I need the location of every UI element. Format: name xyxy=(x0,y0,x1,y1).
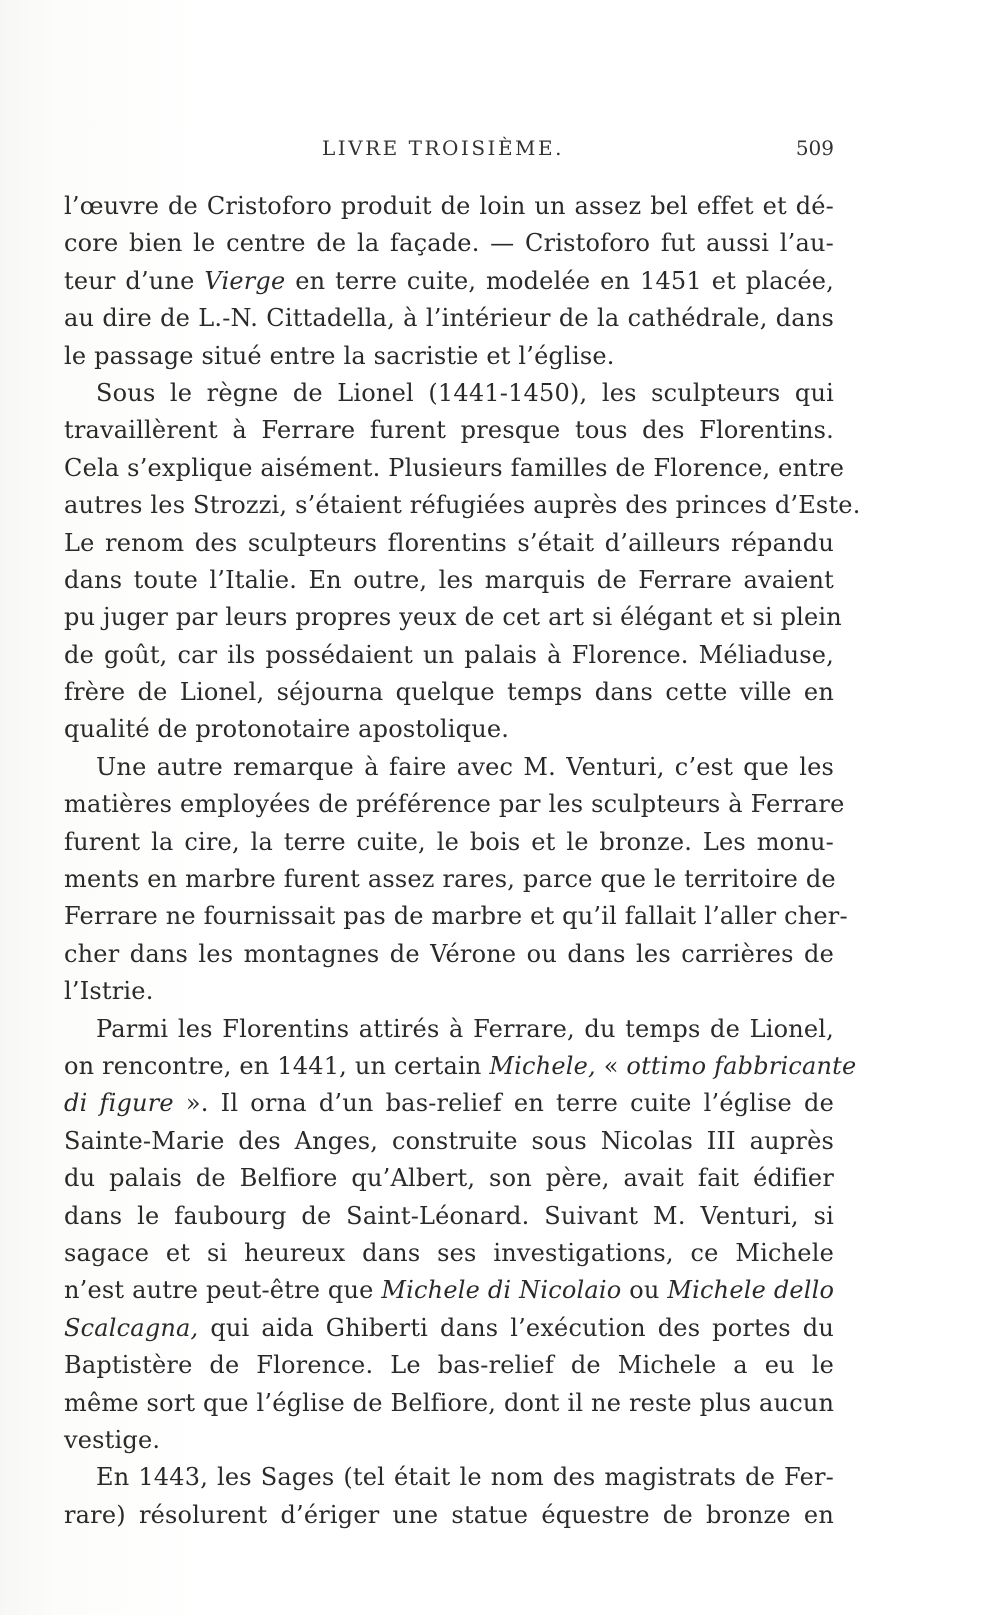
text-line xyxy=(64,263,834,300)
text-run: le passage situé entre la sacristie et l’église. xyxy=(64,341,615,370)
text-run: n’est autre peut-être que xyxy=(64,1276,382,1305)
text-run: ments en marbre furent assez rares, parce que le territoire de xyxy=(64,865,836,894)
text-run: furent la cire, la terre cuite, le bois et le bronze. Les monu- xyxy=(64,827,834,856)
text-line xyxy=(64,898,848,935)
text-line xyxy=(64,412,834,449)
text-run: qui aida Ghiberti dans l’exécution des portes du xyxy=(198,1313,834,1342)
text-line xyxy=(64,1123,834,1160)
italic-text-run: Michele dello xyxy=(667,1276,835,1305)
text-line xyxy=(64,1497,834,1534)
text-run: cher dans les montagnes de Vérone ou dans les carrières de xyxy=(64,939,834,968)
text-line xyxy=(64,338,834,375)
text-run: Sous le règne de Lionel (1441-1450), les sculpteurs qui xyxy=(96,378,834,407)
text-run: du palais de Belfiore qu’Albert, son père, avait fait édifier xyxy=(64,1164,834,1193)
text-run: on rencontre, en 1441, un certain xyxy=(64,1051,490,1080)
text-line xyxy=(64,1422,834,1459)
text-run: Cela s’explique aisément. Plusieurs familles de Florence, entre xyxy=(64,453,845,482)
text-line xyxy=(64,1459,834,1496)
italic-text-run: di figure xyxy=(64,1089,174,1118)
text-line xyxy=(64,1235,834,1272)
text-run: l’œuvre de Cristoforo produit de loin un assez bel effet et dé- xyxy=(64,192,834,220)
text-line xyxy=(64,225,834,262)
text-run: Baptistère de Florence. Le bas-relief de Michele a eu le xyxy=(64,1351,834,1380)
text-line xyxy=(64,711,834,748)
running-head: LIVRE TROISIÈME. xyxy=(322,136,564,160)
italic-text-run: Scalcagna, xyxy=(64,1313,199,1342)
text-line xyxy=(64,188,834,225)
text-run: ou xyxy=(621,1276,668,1305)
text-run: Une autre remarque à faire avec M. Venturi, c’est que les xyxy=(96,752,834,781)
text-line xyxy=(64,1160,834,1197)
text-run: pu juger par leurs propres yeux de cet art si élégant et si plein xyxy=(64,603,842,632)
italic-text-run: Vierge xyxy=(204,266,286,295)
italic-text-run: ottimo fabbricante xyxy=(626,1051,857,1080)
page-header xyxy=(64,136,834,172)
text-run: travaillèrent à Ferrare furent presque tous des Florentins. xyxy=(64,416,834,445)
body-text xyxy=(64,188,861,1534)
text-run: dans toute l’Italie. En outre, les marquis de Ferrare avaient xyxy=(64,565,834,594)
text-line xyxy=(64,300,834,337)
text-run: core bien le centre de la façade. — Cristoforo fut aussi l’au- xyxy=(64,229,834,258)
text-run: Parmi les Florentins attirés à Ferrare, du temps de Lionel, xyxy=(96,1014,834,1043)
text-run: Le renom des sculpteurs florentins s’était d’ailleurs répandu xyxy=(64,528,834,557)
text-run: frère de Lionel, séjourna quelque temps dans cette ville en xyxy=(64,678,834,707)
text-line xyxy=(64,1385,834,1422)
text-run: vestige. xyxy=(64,1425,161,1454)
text-line xyxy=(64,1347,834,1384)
text-line xyxy=(64,599,842,636)
text-run: « xyxy=(595,1051,627,1080)
text-run: même sort que l’église de Belfiore, dont il ne reste plus aucun xyxy=(64,1388,835,1417)
text-run: l’Istrie. xyxy=(64,977,154,1006)
text-run: au dire de L.-N. Cittadella, à l’intérieur de la cathédrale, dans xyxy=(64,304,834,333)
text-line xyxy=(64,749,834,786)
text-run: de goût, car ils possédaient un palais à Florence. Méliaduse, xyxy=(64,640,834,669)
text-line xyxy=(64,487,861,524)
text-line xyxy=(64,1085,834,1122)
text-run: en terre cuite, modelée en 1451 et placée, xyxy=(285,266,834,295)
text-line xyxy=(64,450,845,487)
text-line xyxy=(64,525,834,562)
text-run: dans le faubourg de Saint-Léonard. Suivant M. Venturi, si xyxy=(64,1201,834,1230)
text-run: teur d’une xyxy=(64,266,205,295)
text-line xyxy=(64,1272,834,1309)
text-line xyxy=(64,936,834,973)
text-run: autres les Strozzi, s’étaient réfugiées auprès des princes d’Este. xyxy=(64,491,861,520)
page-number: 509 xyxy=(795,136,834,160)
text-run: sagace et si heureux dans ses investigations, ce Michele xyxy=(64,1238,834,1267)
text-line xyxy=(64,637,834,674)
text-run: En 1443, les Sages (tel était le nom des magistrats de Fer- xyxy=(96,1463,834,1492)
text-line xyxy=(64,562,834,599)
text-line xyxy=(64,1310,834,1347)
text-run: ». Il orna d’un bas-relief en terre cuite l’église de xyxy=(173,1089,835,1118)
text-line xyxy=(64,861,834,898)
text-line xyxy=(64,1048,857,1085)
text-run: rare) résolurent d’ériger une statue équestre de bronze en xyxy=(64,1500,834,1529)
text-run: qualité de protonotaire apostolique. xyxy=(64,715,510,744)
text-run: Ferrare ne fournissait pas de marbre et qu’il fallait l’aller cher- xyxy=(64,902,848,931)
text-line xyxy=(64,375,834,412)
text-line xyxy=(64,674,834,711)
text-line xyxy=(64,1011,834,1048)
italic-text-run: Michele di Nicolaio xyxy=(381,1276,622,1305)
italic-text-run: Michele, xyxy=(489,1051,596,1080)
text-line xyxy=(64,786,845,823)
text-run: Sainte-Marie des Anges, construite sous Nicolas III auprès xyxy=(64,1126,834,1155)
text-run: matières employées de préférence par les sculpteurs à Ferrare xyxy=(64,790,845,819)
text-line xyxy=(64,1198,834,1235)
text-line xyxy=(64,973,834,1010)
text-line xyxy=(64,824,834,861)
